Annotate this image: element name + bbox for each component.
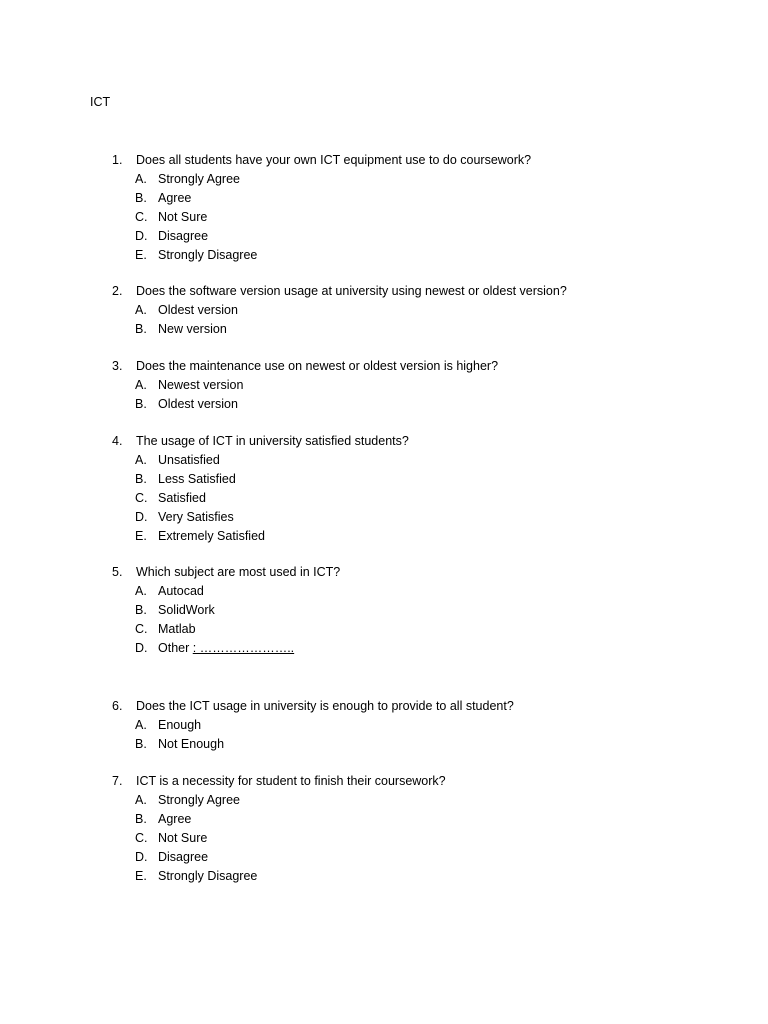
- option-a[interactable]: [112, 302, 672, 321]
- option-b[interactable]: [112, 811, 672, 830]
- option-d[interactable]: [112, 509, 672, 528]
- option-b[interactable]: [112, 736, 672, 755]
- option-text: Newest version: [158, 378, 244, 392]
- option-c[interactable]: [112, 830, 672, 849]
- question-text: The usage of ICT in university satisfied students?: [136, 434, 409, 448]
- option-e[interactable]: [112, 528, 672, 547]
- option-letter: A.: [135, 584, 147, 598]
- question-number: 6.: [112, 699, 123, 713]
- question-text: Which subject are most used in ICT?: [136, 565, 341, 579]
- option-text: Agree: [158, 191, 192, 205]
- option-text: SolidWork: [158, 603, 215, 617]
- option-letter: C.: [135, 831, 148, 845]
- option-letter: C.: [135, 622, 148, 636]
- option-a[interactable]: [112, 717, 672, 736]
- option-c[interactable]: [112, 621, 672, 640]
- question-number: 3.: [112, 359, 123, 373]
- option-c[interactable]: [112, 209, 672, 228]
- fill-in-blank[interactable]: : …………………..: [192, 641, 295, 655]
- option-a[interactable]: [112, 452, 672, 471]
- option-e[interactable]: [112, 247, 672, 266]
- question-number: 2.: [112, 284, 123, 298]
- option-letter: C.: [135, 491, 148, 505]
- question-line: [112, 358, 672, 374]
- question-line: [112, 773, 672, 789]
- question-number: 5.: [112, 565, 123, 579]
- option-text: Disagree: [158, 229, 209, 243]
- question-line: [112, 698, 672, 714]
- option-letter: D.: [135, 229, 148, 243]
- option-text: Not Enough: [158, 737, 225, 751]
- option-letter: B.: [135, 472, 147, 486]
- option-text: Oldest version: [158, 397, 238, 411]
- option-text: Extremely Satisfied: [158, 529, 265, 543]
- question-3: [112, 358, 672, 415]
- option-b[interactable]: [112, 471, 672, 490]
- option-letter: B.: [135, 191, 147, 205]
- option-d[interactable]: [112, 849, 672, 868]
- option-a[interactable]: [112, 583, 672, 602]
- question-number: 4.: [112, 434, 123, 448]
- option-letter: A.: [135, 378, 147, 392]
- question-text: Does all students have your own ICT equipment use to do coursework?: [136, 153, 532, 167]
- option-text: Autocad: [158, 584, 204, 598]
- option-text: Disagree: [158, 850, 209, 864]
- option-letter: E.: [135, 869, 147, 883]
- option-letter: A.: [135, 453, 147, 467]
- option-text: Strongly Disagree: [158, 248, 258, 262]
- question-line: [112, 564, 672, 580]
- question-text: Does the ICT usage in university is enough to provide to all student?: [136, 699, 514, 713]
- option-text: Very Satisfies: [158, 510, 234, 524]
- question-line: [112, 152, 672, 168]
- option-letter: B.: [135, 603, 147, 617]
- question-number: 1.: [112, 153, 123, 167]
- page-title: ICT: [90, 95, 111, 109]
- question-line: [112, 433, 672, 449]
- option-b[interactable]: [112, 190, 672, 209]
- option-b[interactable]: [112, 396, 672, 415]
- option-text: Other: [158, 641, 190, 655]
- question-text: Does the software version usage at university using newest or oldest version?: [136, 284, 567, 298]
- option-e[interactable]: [112, 868, 672, 887]
- option-text: Strongly Agree: [158, 793, 240, 807]
- option-letter: B.: [135, 322, 147, 336]
- option-text: Less Satisfied: [158, 472, 236, 486]
- option-b[interactable]: [112, 321, 672, 340]
- option-text: New version: [158, 322, 227, 336]
- option-text: Matlab: [158, 622, 196, 636]
- option-letter: B.: [135, 397, 147, 411]
- option-letter: A.: [135, 718, 147, 732]
- option-letter: A.: [135, 172, 147, 186]
- option-letter: D.: [135, 850, 148, 864]
- option-text: Satisfied: [158, 491, 206, 505]
- option-text: Strongly Agree: [158, 172, 240, 186]
- question-4: [112, 433, 672, 547]
- question-text: Does the maintenance use on newest or oldest version is higher?: [136, 359, 499, 373]
- option-letter: B.: [135, 737, 147, 751]
- option-d[interactable]: [112, 640, 672, 659]
- option-letter: E.: [135, 529, 147, 543]
- question-number: 7.: [112, 774, 123, 788]
- option-d[interactable]: [112, 228, 672, 247]
- question-7: [112, 773, 672, 887]
- question-2: [112, 283, 672, 340]
- option-a[interactable]: [112, 792, 672, 811]
- question-5: [112, 564, 672, 659]
- option-text: Not Sure: [158, 831, 208, 845]
- option-c[interactable]: [112, 490, 672, 509]
- question-6: [112, 698, 672, 755]
- option-text: Agree: [158, 812, 192, 826]
- question-1: [112, 152, 672, 266]
- option-letter: C.: [135, 210, 148, 224]
- option-a[interactable]: [112, 171, 672, 190]
- option-text: Unsatisfied: [158, 453, 220, 467]
- option-letter: A.: [135, 303, 147, 317]
- option-text: Oldest version: [158, 303, 238, 317]
- option-letter: E.: [135, 248, 147, 262]
- option-text: Enough: [158, 718, 202, 732]
- option-letter: D.: [135, 510, 148, 524]
- option-letter: A.: [135, 793, 147, 807]
- option-a[interactable]: [112, 377, 672, 396]
- option-letter: B.: [135, 812, 147, 826]
- question-text: ICT is a necessity for student to finish their coursework?: [136, 774, 446, 788]
- option-letter: D.: [135, 641, 148, 655]
- option-text: Strongly Disagree: [158, 869, 258, 883]
- question-line: [112, 283, 672, 299]
- option-b[interactable]: [112, 602, 672, 621]
- option-text: Not Sure: [158, 210, 208, 224]
